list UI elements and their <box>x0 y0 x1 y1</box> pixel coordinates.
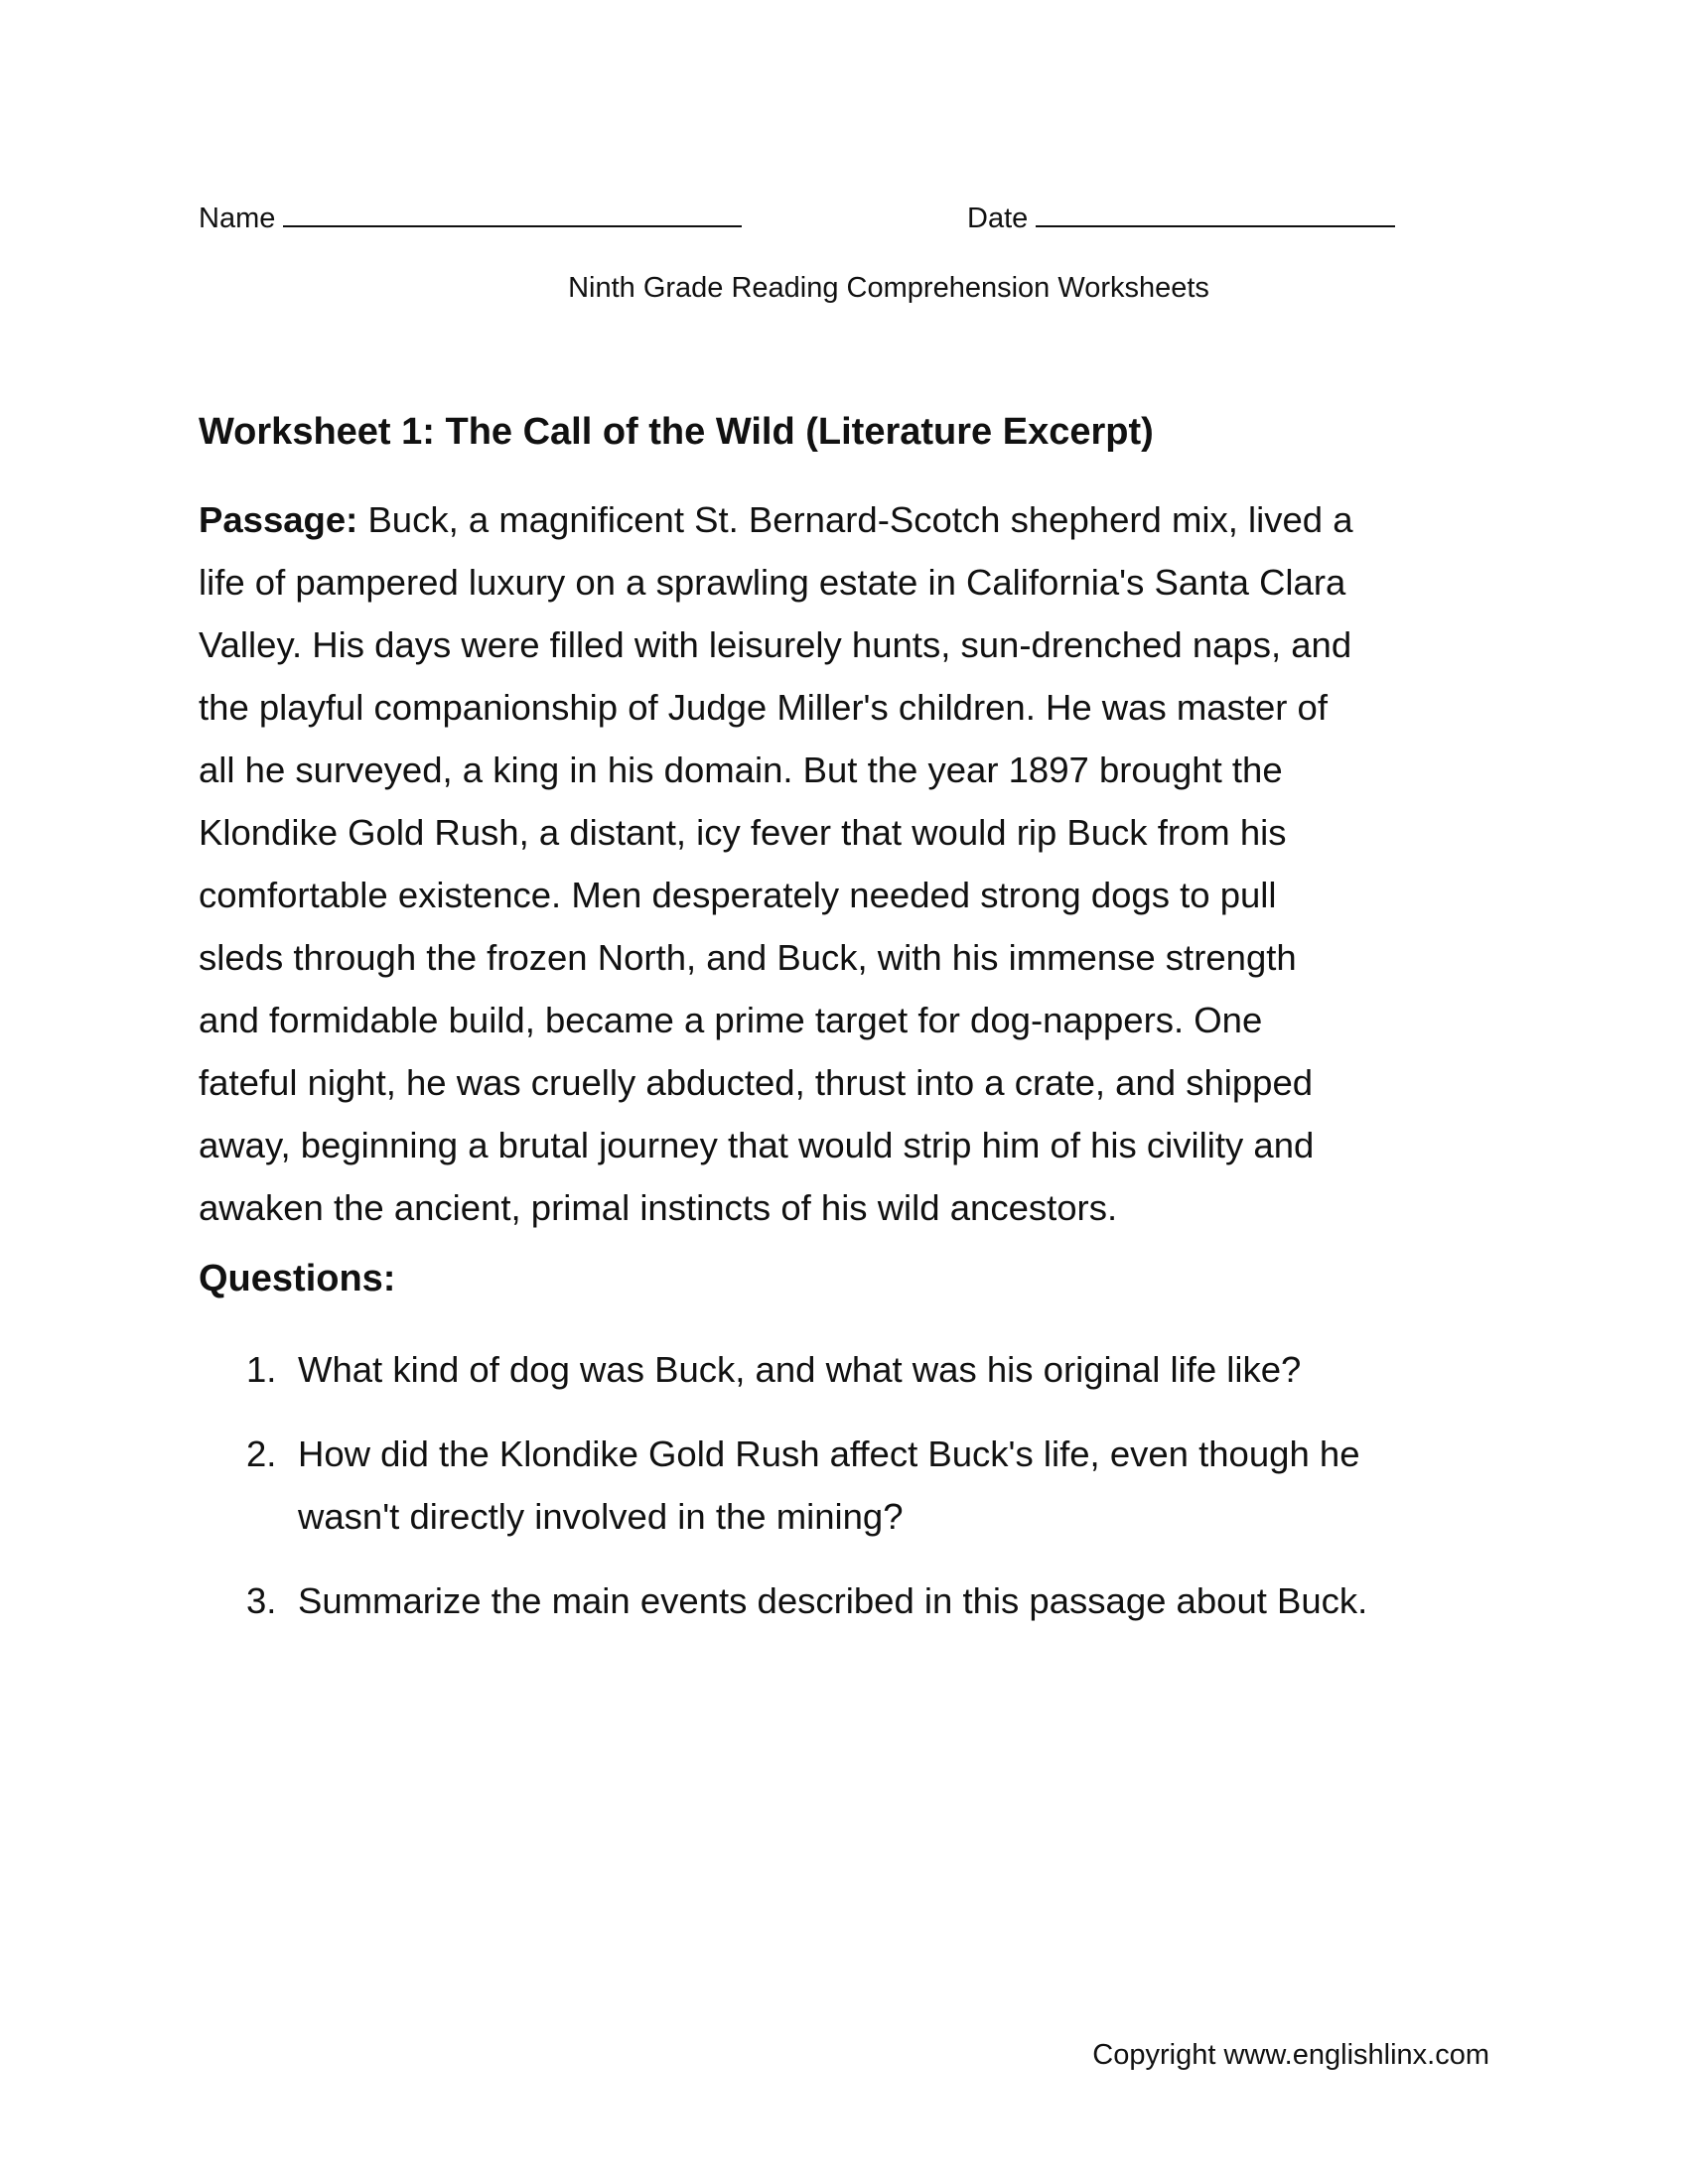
questions-heading: Questions: <box>199 1258 396 1299</box>
passage <box>199 488 1489 1239</box>
name-blank-line <box>283 204 742 227</box>
passage-line: comfortable existence. Men desperately needed strong dogs to pull <box>199 875 1277 915</box>
passage-line: Valley. His days were filled with leisurely hunts, sun-drenched naps, and <box>199 624 1352 665</box>
passage-line: sleds through the frozen North, and Buck, with his immense strength <box>199 937 1297 978</box>
page-subtitle: Ninth Grade Reading Comprehension Worksheets <box>568 272 1209 304</box>
passage-line: Klondike Gold Rush, a distant, icy fever that would rip Buck from his <box>199 812 1287 853</box>
question-text: What kind of dog was Buck, and what was his original life like? <box>298 1349 1302 1390</box>
passage-line: awaken the ancient, primal instincts of his wild ancestors. <box>199 1187 1118 1228</box>
passage-line: the playful companionship of Judge Miller's children. He was master of <box>199 687 1328 728</box>
question-text: wasn't directly involved in the mining? <box>298 1496 904 1537</box>
date-field <box>967 199 1395 238</box>
question-item <box>199 1570 1509 1632</box>
name-field <box>199 199 742 238</box>
passage-line: life of pampered luxury on a sprawling estate in California's Santa Clara <box>199 562 1346 603</box>
worksheet-title: Worksheet 1: The Call of the Wild (Literature Excerpt) <box>199 411 1154 453</box>
questions-list <box>199 1338 1509 1654</box>
passage-line-text: Buck, a magnificent St. Bernard-Scotch shepherd mix, lived a <box>367 499 1353 540</box>
passage-line <box>199 488 1489 551</box>
passage-line: and formidable build, became a prime target for dog-nappers. One <box>199 1000 1263 1040</box>
question-number: 1. <box>246 1349 277 1390</box>
date-label: Date <box>967 203 1029 234</box>
question-number: 2. <box>246 1433 277 1474</box>
question-item <box>199 1338 1509 1401</box>
name-label: Name <box>199 203 276 234</box>
question-number: 3. <box>246 1580 277 1621</box>
question-text: How did the Klondike Gold Rush affect Buck's life, even though he <box>298 1433 1360 1474</box>
copyright-notice: Copyright www.englishlinx.com <box>1092 2039 1489 2071</box>
passage-line: fateful night, he was cruelly abducted, thrust into a crate, and shipped <box>199 1062 1314 1103</box>
passage-label: Passage: <box>199 499 358 540</box>
question-text: Summarize the main events described in this passage about Buck. <box>298 1580 1368 1621</box>
date-blank-line <box>1036 204 1395 227</box>
question-item <box>199 1423 1509 1548</box>
passage-line: away, beginning a brutal journey that would strip him of his civility and <box>199 1125 1315 1165</box>
passage-line: all he surveyed, a king in his domain. But the year 1897 brought the <box>199 750 1283 790</box>
